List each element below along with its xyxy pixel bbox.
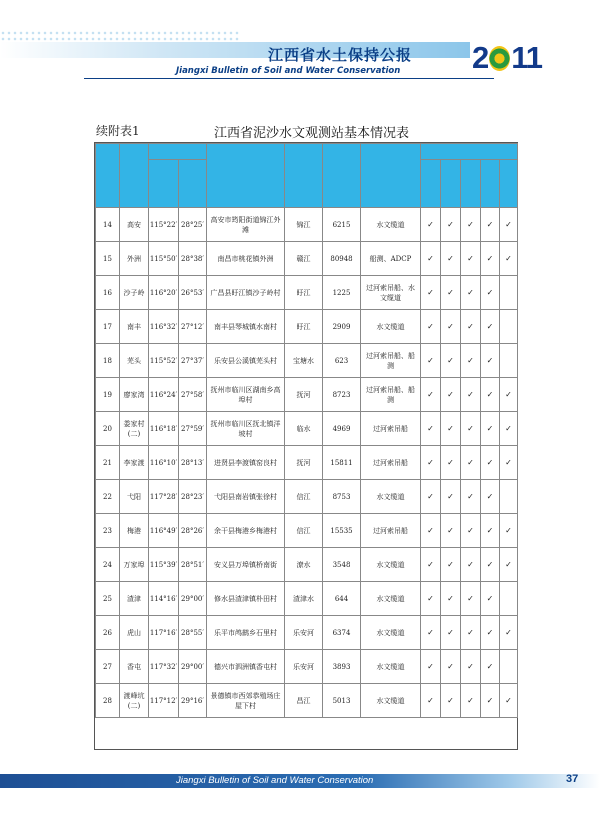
cell-river: 潦水	[285, 548, 323, 582]
cell-station-no: 18	[96, 344, 120, 378]
cell-check: ✓	[461, 412, 481, 446]
cell-location: 安义县万埠镇桥南街	[207, 548, 285, 582]
cell-longitude: 114°16′	[149, 582, 179, 616]
cell-check: ✓	[461, 684, 481, 718]
cell-catchment-area: 2909	[323, 310, 361, 344]
cell-measure-method: 水文缆道	[361, 480, 421, 514]
cell-station-name: 沙子岭	[120, 276, 149, 310]
cell-river: 乐安河	[285, 616, 323, 650]
header-cell	[421, 144, 518, 160]
cell-station-no: 21	[96, 446, 120, 480]
cell-station-name: 渡峰坑(二)	[120, 684, 149, 718]
cell-check: ✓	[421, 514, 441, 548]
cell-check: ✓	[500, 242, 518, 276]
table-row	[96, 242, 518, 276]
cell-catchment-area: 5013	[323, 684, 361, 718]
cell-location: 景德镇市西郊恭殖场庄屋下村	[207, 684, 285, 718]
header-cell	[500, 160, 518, 208]
cell-check: ✓	[421, 480, 441, 514]
cell-location: 乐平市鸬鹚乡石里村	[207, 616, 285, 650]
cell-latitude: 29°00′	[179, 582, 207, 616]
cell-check: ✓	[441, 616, 461, 650]
cell-catchment-area: 80948	[323, 242, 361, 276]
cell-longitude: 116°49′	[149, 514, 179, 548]
cell-location: 余干县梅港乡梅港村	[207, 514, 285, 548]
cell-catchment-area: 6374	[323, 616, 361, 650]
cell-check: ✓	[481, 582, 500, 616]
header-cell	[120, 144, 149, 208]
table-row	[96, 446, 518, 480]
globe-emblem-icon	[489, 46, 510, 71]
cell-measure-method: 水文缆道	[361, 310, 421, 344]
cell-catchment-area: 623	[323, 344, 361, 378]
cell-check: ✓	[461, 514, 481, 548]
cell-station-name: 娄家村(二)	[120, 412, 149, 446]
cell-longitude: 115°39′	[149, 548, 179, 582]
table-row	[96, 616, 518, 650]
cell-check: ✓	[441, 684, 461, 718]
header-cell	[96, 144, 120, 208]
table-row	[96, 378, 518, 412]
cell-measure-method: 水文缆道	[361, 548, 421, 582]
cell-longitude: 117°32′	[149, 650, 179, 684]
cell-check: ✓	[441, 514, 461, 548]
cell-check: ✓	[461, 310, 481, 344]
table-row	[96, 208, 518, 242]
continued-table-label: 续附表1	[96, 124, 140, 138]
cell-measure-method: 过河索吊船	[361, 446, 421, 480]
cell-check	[500, 582, 518, 616]
cell-river: 信江	[285, 480, 323, 514]
cell-river: 盱江	[285, 276, 323, 310]
cell-location: 进贤县李渡镇窑良村	[207, 446, 285, 480]
cell-station-no: 23	[96, 514, 120, 548]
cell-longitude: 115°50′	[149, 242, 179, 276]
cell-check: ✓	[481, 310, 500, 344]
cell-catchment-area: 644	[323, 582, 361, 616]
cell-station-name: 李家渡	[120, 446, 149, 480]
cell-station-no: 19	[96, 378, 120, 412]
cell-check: ✓	[500, 684, 518, 718]
cell-latitude: 27°37′	[179, 344, 207, 378]
page-number: 37	[566, 773, 579, 785]
cell-check: ✓	[461, 616, 481, 650]
cell-measure-method: 过河索吊船、水文缆道	[361, 276, 421, 310]
header-cell	[323, 144, 361, 208]
cell-measure-method: 水文缆道	[361, 650, 421, 684]
cell-check: ✓	[421, 344, 441, 378]
cell-station-name: 万家埠	[120, 548, 149, 582]
cell-check: ✓	[441, 242, 461, 276]
cell-river: 锦江	[285, 208, 323, 242]
cell-check: ✓	[481, 412, 500, 446]
cell-longitude: 115°52′	[149, 344, 179, 378]
cell-check: ✓	[421, 582, 441, 616]
header-cell	[149, 144, 207, 160]
bulletin-title: 江西省水土保持公报	[268, 46, 413, 64]
cell-station-no: 15	[96, 242, 120, 276]
cell-check: ✓	[461, 378, 481, 412]
cell-check: ✓	[461, 276, 481, 310]
year-logo	[472, 40, 542, 76]
cell-latitude: 29°00′	[179, 650, 207, 684]
cell-latitude: 28°26′	[179, 514, 207, 548]
station-table	[95, 143, 518, 718]
cell-check: ✓	[421, 548, 441, 582]
cell-check: ✓	[481, 242, 500, 276]
cell-check: ✓	[441, 548, 461, 582]
cell-station-name: 高安	[120, 208, 149, 242]
footer-text: Jiangxi Bulletin of Soil and Water Conservation	[176, 775, 374, 786]
table-row	[96, 276, 518, 310]
header-cell	[461, 160, 481, 208]
cell-longitude: 116°10′	[149, 446, 179, 480]
cell-river: 临水	[285, 412, 323, 446]
cell-check: ✓	[441, 378, 461, 412]
cell-location: 修水县渣津镇朴田村	[207, 582, 285, 616]
cell-station-no: 28	[96, 684, 120, 718]
cell-measure-method: 船测、ADCP	[361, 242, 421, 276]
cell-check: ✓	[481, 650, 500, 684]
cell-latitude: 27°59′	[179, 412, 207, 446]
cell-check: ✓	[500, 412, 518, 446]
cell-location: 抚州市临川区湖南乡高埠村	[207, 378, 285, 412]
year-digit-pre: 2	[472, 40, 489, 75]
cell-measure-method: 水文缆道	[361, 208, 421, 242]
table-row	[96, 514, 518, 548]
cell-longitude: 116°24′	[149, 378, 179, 412]
table-row	[96, 412, 518, 446]
cell-catchment-area: 8753	[323, 480, 361, 514]
cell-catchment-area: 4969	[323, 412, 361, 446]
header-cell	[421, 160, 441, 208]
cell-check: ✓	[481, 208, 500, 242]
cell-station-name: 外洲	[120, 242, 149, 276]
cell-latitude: 28°13′	[179, 446, 207, 480]
cell-check: ✓	[421, 378, 441, 412]
cell-check: ✓	[481, 684, 500, 718]
cell-check: ✓	[500, 514, 518, 548]
cell-location: 弋阳县南岩镇张徐村	[207, 480, 285, 514]
cell-check: ✓	[421, 310, 441, 344]
cell-longitude: 116°20′	[149, 276, 179, 310]
cell-measure-method: 过河索吊船、船测	[361, 344, 421, 378]
cell-check: ✓	[421, 446, 441, 480]
cell-check	[500, 480, 518, 514]
cell-latitude: 28°55′	[179, 616, 207, 650]
cell-river: 宝塘水	[285, 344, 323, 378]
cell-check: ✓	[421, 242, 441, 276]
cell-check: ✓	[500, 378, 518, 412]
cell-latitude: 28°51′	[179, 548, 207, 582]
cell-check: ✓	[421, 650, 441, 684]
cell-check: ✓	[481, 514, 500, 548]
cell-station-no: 22	[96, 480, 120, 514]
cell-river: 昌江	[285, 684, 323, 718]
table-header	[96, 144, 518, 208]
cell-check: ✓	[481, 480, 500, 514]
cell-location: 高安市筠阳街道锦江外滩	[207, 208, 285, 242]
cell-catchment-area: 1225	[323, 276, 361, 310]
cell-catchment-area: 8723	[323, 378, 361, 412]
cell-river: 赣江	[285, 242, 323, 276]
table-row	[96, 548, 518, 582]
cell-catchment-area: 15811	[323, 446, 361, 480]
cell-check: ✓	[421, 276, 441, 310]
cell-check: ✓	[481, 276, 500, 310]
header-cell	[207, 144, 285, 208]
cell-check: ✓	[461, 242, 481, 276]
cell-longitude: 117°16′	[149, 616, 179, 650]
header-cell	[179, 160, 207, 208]
cell-location: 广昌县盱江镇沙子岭村	[207, 276, 285, 310]
cell-station-no: 25	[96, 582, 120, 616]
cell-river: 乐安河	[285, 650, 323, 684]
cell-check: ✓	[421, 616, 441, 650]
station-table-container	[94, 142, 518, 750]
cell-check: ✓	[441, 446, 461, 480]
cell-check: ✓	[500, 208, 518, 242]
table-row	[96, 480, 518, 514]
cell-station-name: 芜头	[120, 344, 149, 378]
cell-station-no: 16	[96, 276, 120, 310]
header-rule	[84, 78, 494, 79]
cell-check: ✓	[481, 616, 500, 650]
cell-location: 乐安县公溪镇芜头村	[207, 344, 285, 378]
cell-check: ✓	[421, 208, 441, 242]
cell-river: 抚河	[285, 378, 323, 412]
table-row	[96, 344, 518, 378]
cell-measure-method: 水文缆道	[361, 684, 421, 718]
cell-check	[500, 310, 518, 344]
cell-check: ✓	[441, 344, 461, 378]
cell-check: ✓	[500, 548, 518, 582]
cell-river: 盱江	[285, 310, 323, 344]
cell-station-no: 27	[96, 650, 120, 684]
table-row	[96, 582, 518, 616]
cell-check: ✓	[441, 480, 461, 514]
cell-check: ✓	[481, 548, 500, 582]
cell-station-no: 14	[96, 208, 120, 242]
cell-station-name: 虎山	[120, 616, 149, 650]
cell-check	[500, 344, 518, 378]
cell-measure-method: 过河索吊船、船测	[361, 378, 421, 412]
cell-check: ✓	[500, 616, 518, 650]
cell-measure-method: 水文缆道	[361, 616, 421, 650]
cell-check: ✓	[441, 310, 461, 344]
table-body	[96, 208, 518, 718]
cell-check: ✓	[421, 684, 441, 718]
cell-latitude: 28°23′	[179, 480, 207, 514]
table-row	[96, 310, 518, 344]
cell-latitude: 26°53′	[179, 276, 207, 310]
cell-station-no: 26	[96, 616, 120, 650]
cell-catchment-area: 15535	[323, 514, 361, 548]
cell-river: 渣津水	[285, 582, 323, 616]
cell-station-name: 渣津	[120, 582, 149, 616]
cell-measure-method: 过河索吊船	[361, 514, 421, 548]
cell-check: ✓	[481, 378, 500, 412]
table-row	[96, 650, 518, 684]
header-cell	[441, 160, 461, 208]
cell-longitude: 116°32′	[149, 310, 179, 344]
cell-longitude: 116°18′	[149, 412, 179, 446]
cell-latitude: 28°38′	[179, 242, 207, 276]
cell-location: 德兴市泗洲镇香屯村	[207, 650, 285, 684]
cell-latitude: 27°58′	[179, 378, 207, 412]
cell-check: ✓	[461, 582, 481, 616]
cell-river: 信江	[285, 514, 323, 548]
cell-latitude: 29°16′	[179, 684, 207, 718]
header-cell	[481, 160, 500, 208]
cell-longitude: 117°12′	[149, 684, 179, 718]
cell-location: 抚州市临川区抚北镇洋坡村	[207, 412, 285, 446]
cell-station-name: 廖家湾	[120, 378, 149, 412]
cell-check: ✓	[461, 650, 481, 684]
cell-station-no: 17	[96, 310, 120, 344]
cell-station-no: 20	[96, 412, 120, 446]
bulletin-subtitle: Jiangxi Bulletin of Soil and Water Conservation	[176, 66, 401, 76]
cell-longitude: 115°22′	[149, 208, 179, 242]
cell-check: ✓	[441, 582, 461, 616]
cell-location: 南昌市桃花镇外洲	[207, 242, 285, 276]
header-cell	[285, 144, 323, 208]
cell-check: ✓	[441, 276, 461, 310]
cell-check: ✓	[481, 446, 500, 480]
table-row	[96, 684, 518, 718]
cell-catchment-area: 3548	[323, 548, 361, 582]
cell-check: ✓	[441, 650, 461, 684]
cell-latitude: 28°25′	[179, 208, 207, 242]
table-title: 江西省泥沙水文观测站基本情况表	[214, 126, 410, 141]
cell-check: ✓	[441, 412, 461, 446]
cell-latitude: 27°12′	[179, 310, 207, 344]
cell-location: 南丰县琴城镇水南村	[207, 310, 285, 344]
cell-check: ✓	[500, 446, 518, 480]
cell-longitude: 117°28′	[149, 480, 179, 514]
cell-check	[500, 276, 518, 310]
year-digit-post: 11	[511, 40, 543, 75]
cell-station-name: 南丰	[120, 310, 149, 344]
cell-check: ✓	[461, 344, 481, 378]
cell-check: ✓	[481, 344, 500, 378]
cell-station-name: 梅港	[120, 514, 149, 548]
cell-station-name: 香屯	[120, 650, 149, 684]
header-cell	[361, 144, 421, 208]
cell-check	[500, 650, 518, 684]
cell-catchment-area: 6215	[323, 208, 361, 242]
cell-station-no: 24	[96, 548, 120, 582]
cell-station-name: 弋阳	[120, 480, 149, 514]
cell-river: 抚河	[285, 446, 323, 480]
cell-check: ✓	[461, 446, 481, 480]
cell-check: ✓	[461, 480, 481, 514]
header-cell	[149, 160, 179, 208]
cell-measure-method: 水文缆道	[361, 582, 421, 616]
cell-catchment-area: 3893	[323, 650, 361, 684]
cell-check: ✓	[461, 208, 481, 242]
cell-measure-method: 过河索吊船	[361, 412, 421, 446]
cell-check: ✓	[421, 412, 441, 446]
cell-check: ✓	[461, 548, 481, 582]
cell-check: ✓	[441, 208, 461, 242]
